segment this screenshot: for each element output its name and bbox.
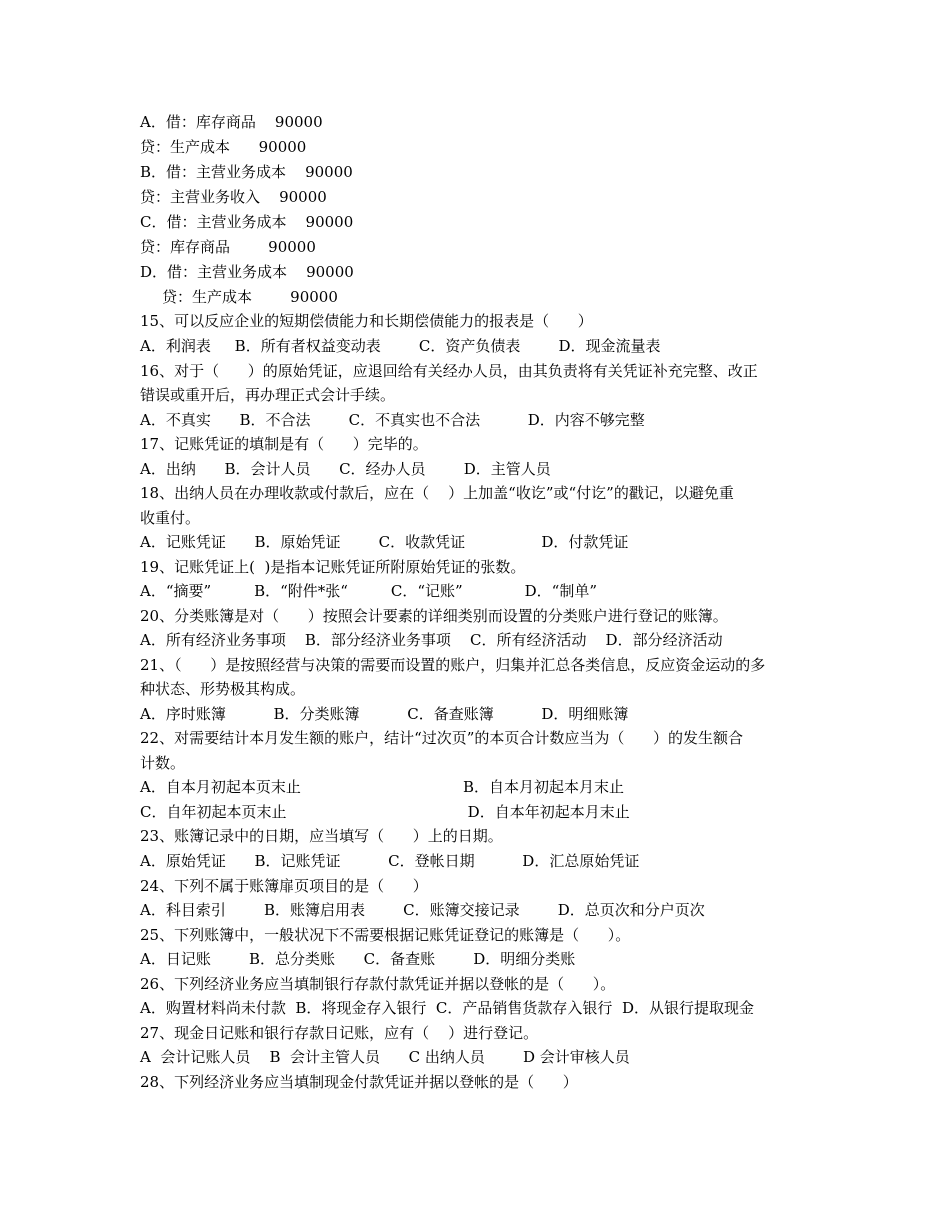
question-18-cont: 收重付。 (140, 509, 201, 527)
text-line: C．借：主营业务成本 90000 (140, 213, 354, 231)
options-15: A．利润表 B．所有者权益变动表 C．资产负债表 D．现金流量表 (140, 337, 661, 355)
question-16: 16、对于（ ）的原始凭证，应退回给有关经办人员，由其负责将有关凭证补充完整、改正 (140, 362, 758, 380)
options-21: A．序时账簿 B．分类账簿 C．备查账簿 D．明细账簿 (140, 705, 629, 723)
question-24: 24、下列不属于账簿扉页项目的是（ ） (140, 877, 428, 895)
question-27: 27、现金日记账和银行存款日记账，应有（ ）进行登记。 (140, 1024, 539, 1042)
options-22-cd: C．自年初起本页末止 D．自本年初起本月末止 (140, 803, 630, 821)
options-25: A．日记账 B．总分类账 C．备查账 D．明细分类账 (140, 950, 576, 968)
text-line: 贷：库存商品 90000 (140, 238, 316, 256)
options-24: A．科目索引 B．账簿启用表 C．账簿交接记录 D．总页次和分户页次 (140, 901, 705, 919)
question-16-cont: 错误或重开后，再办理正式会计手续。 (140, 386, 396, 404)
question-19: 19、记账凭证上( )是指本记账凭证所附原始凭证的张数。 (140, 558, 526, 576)
text-line: 贷：生产成本 90000 (162, 288, 338, 306)
text-line: B．借：主营业务成本 90000 (140, 163, 353, 181)
options-16: A．不真实 B．不合法 C．不真实也不合法 D．内容不够完整 (140, 411, 645, 429)
text-line: D．借：主营业务成本 90000 (140, 263, 354, 281)
question-26: 26、下列经济业务应当填制银行存款付款凭证并据以登帐的是（ ）。 (140, 975, 616, 993)
text-line: 贷：主营业务收入 90000 (140, 188, 327, 206)
question-22: 22、对需要结计本月发生额的账户，结计“过次页”的本页合计数应当为（ ）的发生额合 (140, 729, 744, 747)
question-22-cont: 计数。 (140, 754, 186, 772)
question-21: 21、（ ）是按照经营与决策的需要而设置的账户，归集并汇总各类信息，反应资金运动的多 (140, 656, 766, 674)
text-line: A．借：库存商品 90000 (140, 113, 323, 131)
options-18: A．记账凭证 B．原始凭证 C．收款凭证 D．付款凭证 (140, 533, 629, 551)
options-17: A．出纳 B．会计人员 C．经办人员 D．主管人员 (140, 460, 551, 478)
options-26: A．购置材料尚未付款 B．将现金存入银行 C．产品销售货款存入银行 D．从银行提取现金 (140, 999, 754, 1017)
options-22-ab: A．自本月初起本页末止 B．自本月初起本月末止 (140, 778, 624, 796)
options-19: A．“摘要” B．“附件*张“ C．“记账” D．“制单” (140, 582, 598, 600)
question-15: 15、可以反应企业的短期偿债能力和长期偿债能力的报表是（ ） (140, 312, 593, 330)
text-line: 贷：生产成本 90000 (140, 138, 307, 156)
question-21-cont: 种状态、形势极其构成。 (140, 680, 306, 698)
options-20: A．所有经济业务事项 B．部分经济业务事项 C．所有经济活动 D．部分经济活动 (140, 631, 723, 649)
question-17: 17、记账凭证的填制是有（ ）完毕的。 (140, 435, 428, 453)
question-23: 23、账簿记录中的日期，应当填写（ ）上的日期。 (140, 827, 503, 845)
question-20: 20、分类账簿是对（ ）按照会计要素的详细类别而设置的分类账户进行登记的账簿。 (140, 607, 728, 625)
question-18: 18、出纳人员在办理收款或付款后，应在（ ）上加盖“收讫”或“付讫”的戳记，以避免重 (140, 484, 734, 502)
question-28: 28、下列经济业务应当填制现金付款凭证并据以登帐的是（ ） (140, 1073, 578, 1091)
options-27: A 会计记账人员 B 会计主管人员 C 出纳人员 D 会计审核人员 (140, 1048, 630, 1066)
options-23: A．原始凭证 B．记账凭证 C．登帐日期 D．汇总原始凭证 (140, 852, 640, 870)
question-25: 25、下列账簿中，一般状况下不需要根据记账凭证登记的账簿是（ ）。 (140, 926, 631, 944)
